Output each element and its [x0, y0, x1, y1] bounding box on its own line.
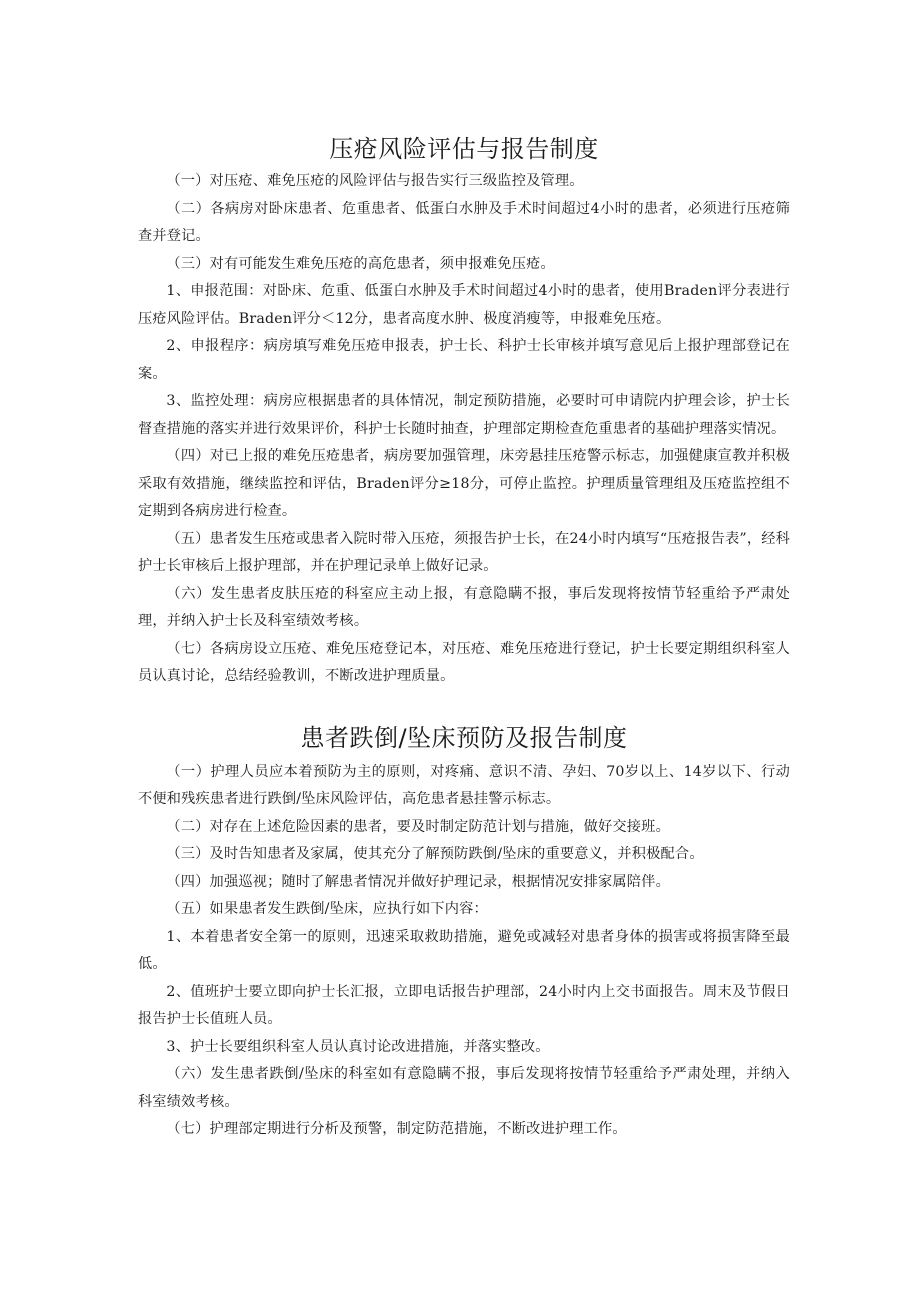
- paragraph: （七）护理部定期进行分析及预警，制定防范措施，不断改进护理工作。: [166, 1121, 627, 1137]
- paragraph: （五）患者发生压疮或患者入院时带入压疮，须报告护士长，在24小时内填写“压疮报告表”，经科护士长审核后上报护理部，并在护理记录单上做好记录。: [138, 530, 790, 574]
- paragraph: （七）各病房设立压疮、难免压疮登记本，对压疮、难免压疮进行登记，护士长要定期组织科室人员认真讨论，总结经验教训，不断改进护理质量。: [138, 640, 790, 684]
- section-fall-prevention: [138, 691, 790, 1144]
- section-pressure-ulcer: [138, 0, 790, 691]
- paragraph: （四）对已上报的难免压疮患者，病房要加强管理，床旁悬挂压疮警示标志，加强健康宣教并积极采取有效措施，继续监控和评估，Braden评分≥18分，可停止监控。护理质量管理组及压疮监控组不定期到各病房进行检查。: [138, 448, 790, 519]
- paragraph: （五）如果患者发生跌倒/坠床，应执行如下内容：: [166, 901, 488, 917]
- section-title: 患者跌倒/坠床预防及报告制度: [300, 723, 628, 752]
- paragraph: （四）加强巡视；随时了解患者情况并做好护理记录，根据情况安排家属陪伴。: [166, 873, 670, 890]
- paragraph: （一）护理人员应本着预防为主的原则，对疼痛、意识不清、孕妇、70岁以上、14岁以下、行动不便和残疾患者进行跌倒/坠床风险评估，高危患者悬挂警示标志。: [138, 763, 790, 807]
- paragraph: 2、申报程序：病房填写难免压疮申报表，护士长、科护士长审核并填写意见后上报护理部登记在案。: [138, 338, 790, 382]
- paragraph: 1、申报范围：对卧床、危重、低蛋白水肿及手术时间超过4小时的患者，使用Braden评分表进行压疮风险评估。Braden评分＜12分，患者高度水肿、极度消瘦等，申报难免压疮。: [138, 283, 790, 327]
- paragraph: 3、护士长要组织科室人员认真讨论改进措施，并落实整改。: [166, 1038, 550, 1055]
- paragraph: （六）发生患者皮肤压疮的科室应主动上报，有意隐瞒不报，事后发现将按情节轻重给予严肃处理，并纳入护士长及科室绩效考核。: [138, 585, 790, 629]
- paragraph: 2、值班护士要立即向护士长汇报，立即电话报告护理部，24小时内上交书面报告。周末及节假日报告护士长值班人员。: [138, 983, 790, 1027]
- paragraph: 1、本着患者安全第一的原则，迅速采取救助措施，避免或减轻对患者身体的损害或将损害降至最低。: [138, 928, 790, 972]
- section-title: 压疮风险评估与报告制度: [329, 135, 599, 163]
- paragraph: 3、监控处理：病房应根据患者的具体情况，制定预防措施，必要时可申请院内护理会诊，护士长督查措施的落实并进行效果评价，科护士长随时抽查，护理部定期检查危重患者的基础护理落实情况。: [138, 393, 790, 437]
- paragraph: （一）对压疮、难免压疮的风险评估与报告实行三级监控及管理。: [166, 173, 584, 189]
- paragraph: （三）及时告知患者及家属，使其充分了解预防跌倒/坠床的重要意义，并积极配合。: [166, 846, 704, 862]
- paragraph: （六）发生患者跌倒/坠床的科室如有意隐瞒不报，事后发现将按情节轻重给予严肃处理，并纳入科室绩效考核。: [138, 1066, 790, 1110]
- paragraph: （三）对有可能发生难免压疮的高危患者，须申报难免压疮。: [166, 255, 555, 272]
- paragraph: （二）各病房对卧床患者、危重患者、低蛋白水肿及手术时间超过4小时的患者，必须进行压疮筛查并登记。: [138, 200, 790, 244]
- paragraph: （二）对存在上述危险因素的患者，要及时制定防范计划与措施，做好交接班。: [166, 818, 670, 835]
